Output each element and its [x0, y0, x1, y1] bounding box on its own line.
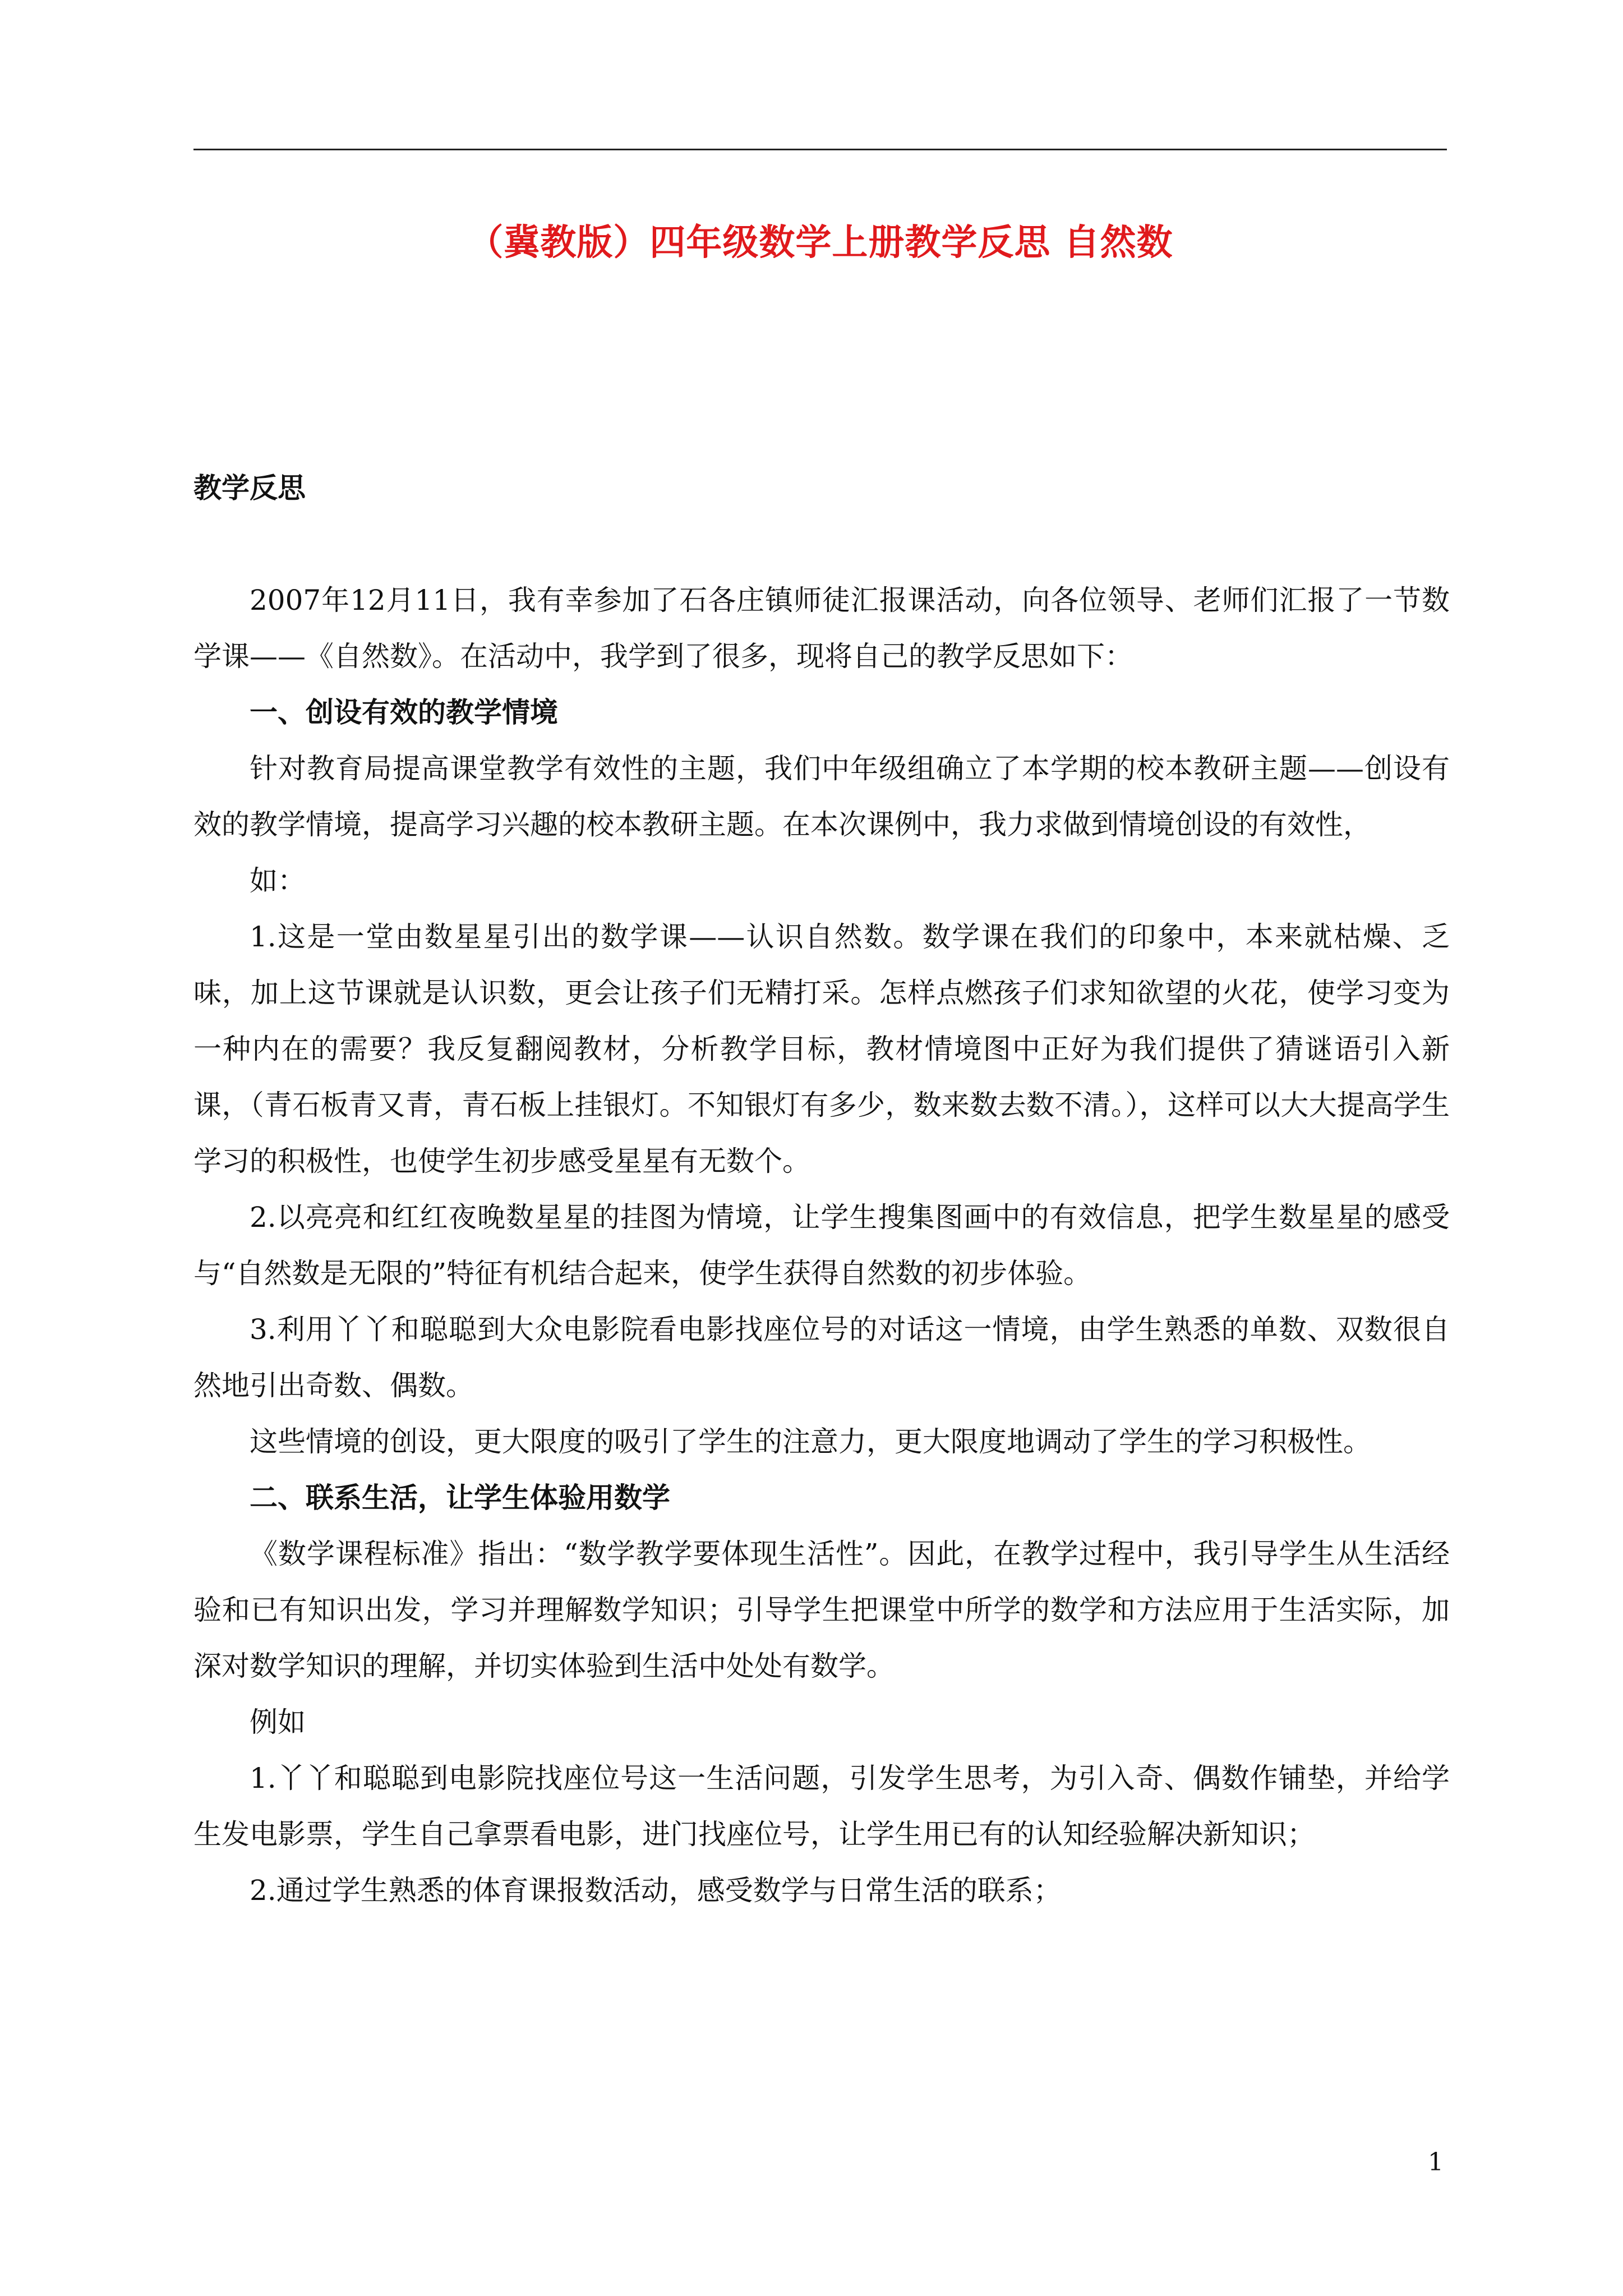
list-item-1-3: 3.利用丫丫和聪聪到大众电影院看电影找座位号的对话这一情境，由学生熟悉的单数、双数很自然地引出奇数、偶数。: [193, 1313, 1450, 1402]
section-heading-1: 一、创设有效的教学情境: [250, 696, 558, 729]
section-label: 教学反思: [193, 471, 306, 504]
list-item-1-2: 2.以亮亮和红红夜晚数星星的挂图为情境，让学生搜集图画中的有效信息，把学生数星星的感受与“自然数是无限的”特征有机结合起来，使学生获得自然数的初步体验。: [193, 1201, 1450, 1290]
paragraph-1-continuation: 如：: [250, 864, 306, 897]
list-item-2-1: 1.丫丫和聪聪到电影院找座位号这一生活问题，引发学生思考，为引入奇、偶数作铺垫，并给学生发电影票，学生自己拿票看电影，进门找座位号，让学生用已有的认知经验解决新知识；: [193, 1762, 1450, 1851]
paragraph-1: 针对教育局提高课堂教学有效性的主题，我们中年级组确立了本学期的校本教研主题——创设有效的教学情境，提高学习兴趣的校本教研主题。在本次课例中，我力求做到情境创设的有效性，: [193, 752, 1450, 841]
document-title: （冀教版）四年级数学上册教学反思 自然数: [467, 222, 1173, 264]
page-number: 1: [1428, 2148, 1444, 2177]
list-item-2-2: 2.通过学生熟悉的体育课报数活动，感受数学与日常生活的联系；: [250, 1874, 1062, 1907]
list-item-1-1: 1.这是一堂由数星星引出的数学课——认识自然数。数学课在我们的印象中，本来就枯燥、乏味，加上这节课就是认识数，更会让孩子们无精打采。怎样点燃孩子们求知欲望的火花，使学习变为一种内在的需要？我反复翻阅教材，分析教学目标，教材情境图中正好为我们提供了猜谜语引入新课，（青石板青又青，青石板上挂银灯。不知银灯有多少，数来数去数不清。），这样可以大大提高学生学习的积极性，也使学生初步感受星星有无数个。: [193, 921, 1450, 1177]
intro-paragraph: 2007年12月11日，我有幸参加了石各庄镇师徒汇报课活动，向各位领导、老师们汇报了一节数学课——《自然数》。在活动中，我学到了很多，现将自己的教学反思如下：: [193, 584, 1450, 673]
summary-paragraph-1: 这些情境的创设，更大限度的吸引了学生的注意力，更大限度地调动了学生的学习积极性。: [250, 1425, 1371, 1458]
example-label: 例如: [250, 1706, 306, 1738]
document-body: [193, 460, 1450, 1918]
header-rule: [193, 149, 1447, 150]
section-heading-2: 二、联系生活，让学生体验用数学: [250, 1481, 670, 1514]
paragraph-2: 《数学课程标准》指出：“数学教学要体现生活性”。因此，在教学过程中，我引导学生从生活经验和已有知识出发，学习并理解数学知识；引导学生把课堂中所学的数学和方法应用于生活实际，加深对数学知识的理解，并切实体验到生活中处处有数学。: [193, 1538, 1450, 1682]
